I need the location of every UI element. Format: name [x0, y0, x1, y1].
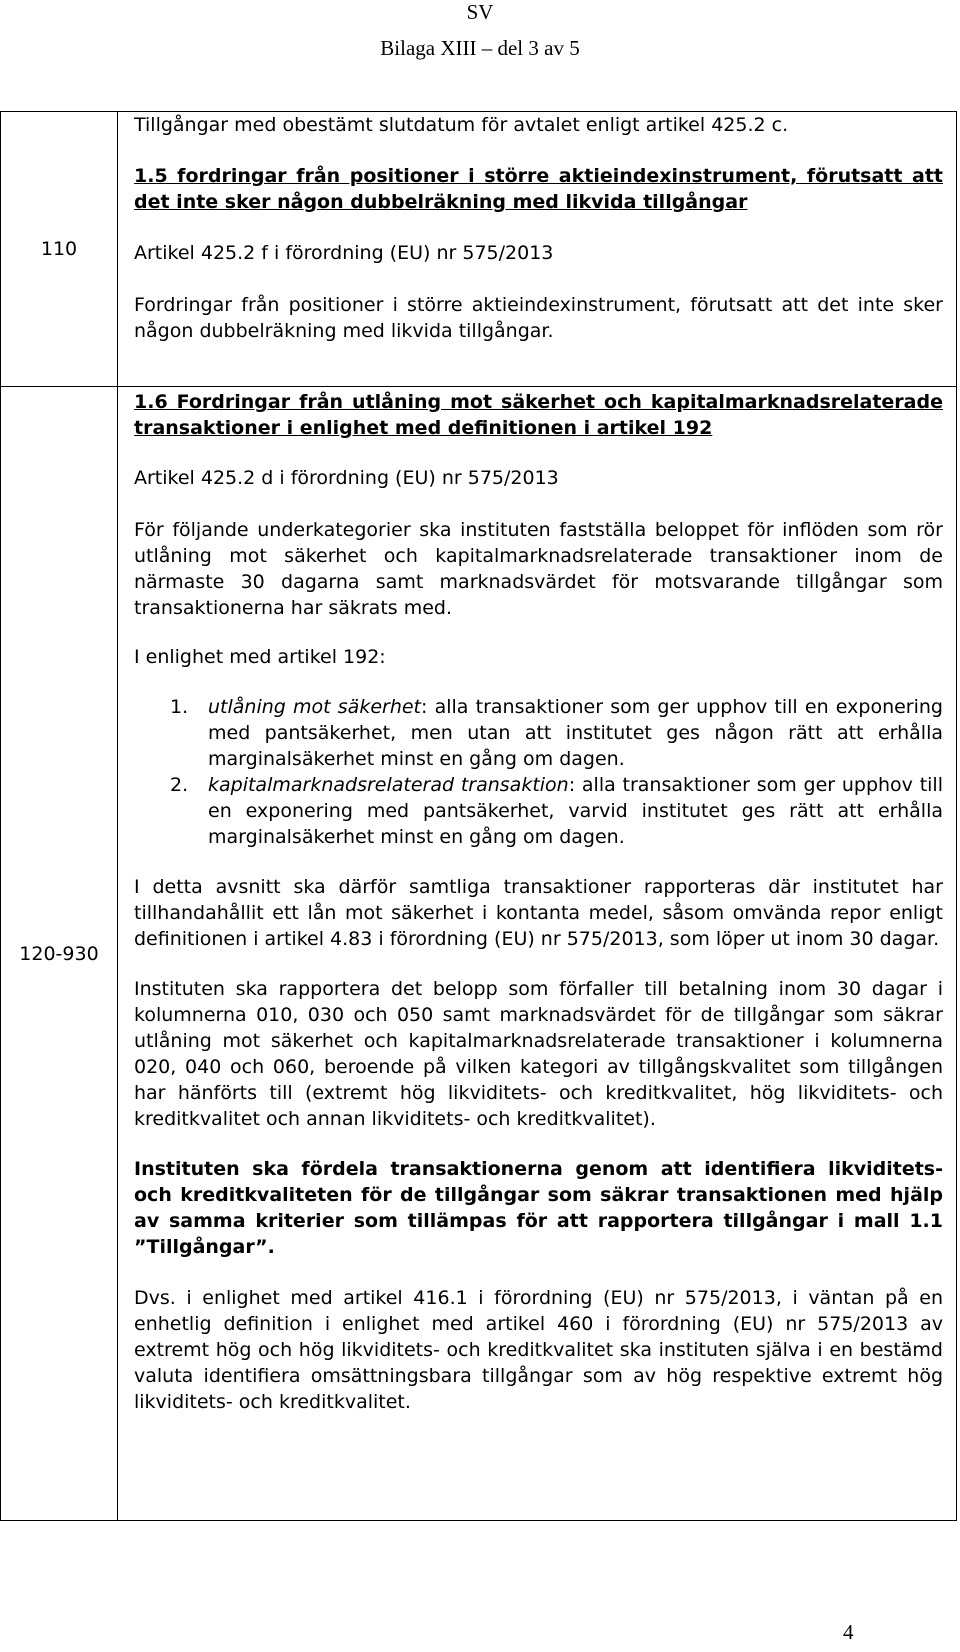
table-row-110 [1, 112, 957, 387]
document-language-header: SV [466, 0, 494, 24]
row-number-120-930: 120-930 [1, 387, 118, 1521]
list-item [134, 772, 943, 850]
row-120-paragraph-3: I detta avsnitt ska därför samtliga transaktioner rapporteras där institutet har tillhandahållit ett lån mot säkerhet i kontanta medel, såsom omvända repor enligt definitionen i artikel 4.83 i förordning (EU) nr 575/2013, som löper ut inom 30 dagar. [134, 876, 943, 950]
table-row-120-930 [1, 387, 957, 1521]
row-120-paragraph-2: I enlighet med artikel 192: [134, 646, 386, 668]
row-120-heading: 1.6 Fordringar från utlåning mot säkerhet och kapitalmarknadsrelaterade transaktioner i enlighet med definitionen i artikel 192 [134, 391, 943, 439]
row-120-paragraph-1: För följande underkategorier ska instituten fastställa beloppet för inflöden som rör utlåning mot säkerhet och kapitalmarknadsrelaterade transaktioner inom de närmaste 30 dagarna samt marknadsvärdet för motsvarande tillgångar som transaktionerna har säkrats med. [134, 519, 943, 619]
annex-header: Bilaga XIII – del 3 av 5 [380, 36, 580, 60]
definition-term: kapitalmarknadsrelaterad transaktion [208, 774, 569, 796]
row-110-legal-reference: Artikel 425.2 f i förordning (EU) nr 575/2013 [134, 242, 554, 264]
row-110-description: Fordringar från positioner i större aktieindexinstrument, förutsatt att det inte sker någon dubbelräkning med likvida tillgångar. [134, 294, 943, 342]
row-number-110: 110 [1, 112, 118, 387]
row-content-120-930 [118, 387, 957, 1521]
list-item-number: 2. [170, 774, 189, 796]
definition-text: : alla transaktioner som ger upphov till en exponering med pantsäkerhet, varvid institutet ges rätt att erhålla marginalsäkerhet minst en gång om dagen. [208, 774, 943, 848]
row-120-legal-reference: Artikel 425.2 d i förordning (EU) nr 575/2013 [134, 467, 559, 489]
row-120-paragraph-5: Instituten ska fördela transaktionerna genom att identifiera likviditets- och kreditkvaliteten för de tillgångar som säkrar transaktionen med hjälp av samma kriterier som tillämpas för att rapportera tillgångar i mall 1.1 ”Tillgångar”. [134, 1158, 943, 1258]
definitions-list [134, 694, 943, 850]
row-content-110 [118, 112, 957, 387]
row-120-paragraph-4: Instituten ska rapportera det belopp som förfaller till betalning inom 30 dagar i kolumnerna 010, 030 och 050 samt marknadsvärdet för de tillgångar som säkrar utlåning mot säkerhet och kapitalmarknadsrelaterade transaktioner i kolumnerna 020, 040 och 060, beroende på vilken kategori av tillgångskvalitet som tillgången har hänförts till (extremt hög likviditets- och kreditkvalitet, hög likviditets- och kreditkvalitet och annan likviditets- och kreditkvalitet). [134, 978, 943, 1130]
definition-term: utlåning mot säkerhet [208, 696, 422, 718]
page-number: 4 [843, 1620, 854, 1644]
definition-text: : alla transaktioner som ger upphov till en exponering med pantsäkerhet, men utan att institutet ges någon rätt att erhålla marginalsäkerhet minst en gång om dagen. [208, 696, 943, 770]
row-120-paragraph-6: Dvs. i enlighet med artikel 416.1 i förordning (EU) nr 575/2013, i väntan på en enhetlig definition i enlighet med artikel 460 i förordning (EU) nr 575/2013 av extremt hög och hög likviditets- och kreditkvalitet ska instituten själva i en bestämd valuta identifiera omsättningsbara tillgångar som av hög respektive extremt hög likviditets- och kreditkvalitet. [134, 1287, 943, 1413]
list-item [134, 694, 943, 772]
row-110-intro: Tillgångar med obestämt slutdatum för avtalet enligt artikel 425.2 c. [134, 114, 789, 136]
list-item-number: 1. [170, 696, 189, 718]
instructions-table [0, 111, 957, 1521]
row-110-heading: 1.5 fordringar från positioner i större aktieindexinstrument, förutsatt att det inte sker någon dubbelräkning med likvida tillgångar [134, 165, 943, 213]
